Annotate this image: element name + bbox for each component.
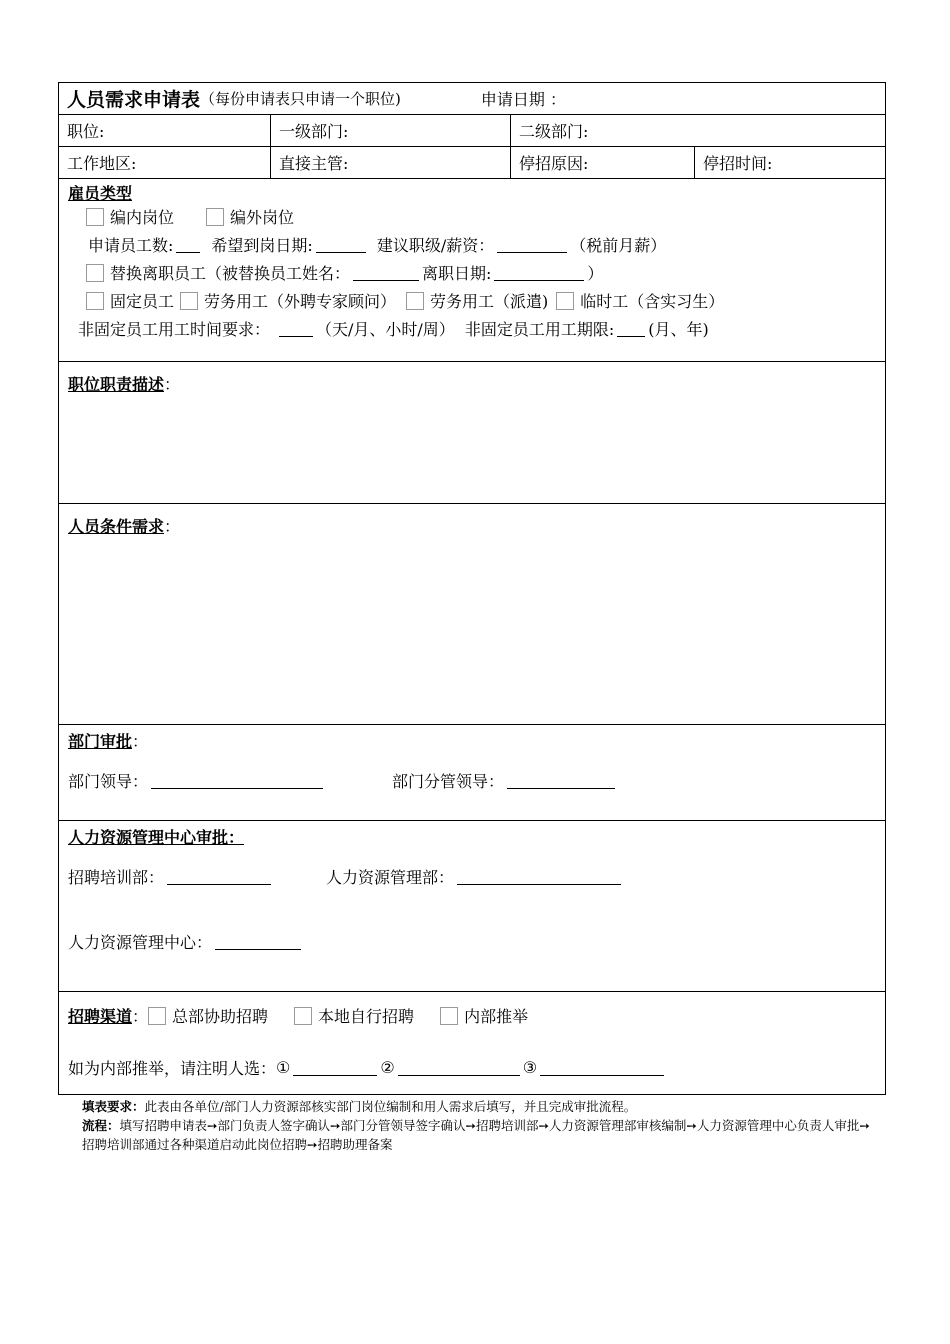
leave-date-input[interactable]	[494, 264, 584, 281]
grade-input[interactable]	[497, 236, 567, 253]
vice-leader-label: 部门分管领导：	[392, 772, 505, 791]
labor-expert-checkbox[interactable]	[180, 292, 198, 310]
position-field[interactable]	[59, 115, 271, 146]
duties-heading: 职位职责描述	[68, 375, 165, 394]
employee-type-heading: 雇员类型	[68, 184, 133, 203]
hr-approval-heading: 人力资源管理中心审批：	[68, 828, 245, 847]
requisition-form	[58, 82, 886, 1095]
position-label: 职位:	[67, 122, 105, 141]
channel-heading: 招聘渠道	[68, 1007, 133, 1026]
referral-input-1[interactable]	[293, 1059, 377, 1076]
vice-leader-signature[interactable]	[507, 772, 615, 789]
headcount-label: 申请员工数:	[88, 236, 174, 255]
hq-label: 总部协助招聘	[172, 1007, 269, 1026]
process-text: 填写招聘申请表➙部门负责人签字确认➙部门分管领导签字确认➙招聘培训部➙人力资源管理部审核编制➙人力资源管理中心负责人审批➙招聘培训部通过各种渠道启动此岗位招聘➙招聘助理备案	[82, 1118, 870, 1152]
replace-close: ）	[587, 264, 604, 283]
headcount-input[interactable]	[176, 236, 200, 253]
dept2-label: 二级部门:	[519, 122, 589, 141]
fill-requirement-text: 此表由各单位/部门人力资源部核实部门岗位编制和用人需求后填写，并且完成审批流程。	[144, 1099, 637, 1114]
referral-label: 如为内部推举，请注明人选：	[68, 1059, 277, 1078]
location-field[interactable]	[59, 147, 271, 178]
location-row	[59, 147, 885, 179]
dept1-field[interactable]	[271, 115, 511, 146]
stop-time-field[interactable]	[695, 147, 885, 178]
form-title: 人员需求申请表	[67, 89, 201, 111]
process-label: 流程：	[82, 1118, 120, 1133]
internal-checkbox[interactable]	[440, 1007, 458, 1025]
start-date-input[interactable]	[316, 236, 366, 253]
dept1-label: 一级部门:	[279, 122, 349, 141]
out-quota-checkbox[interactable]	[206, 208, 224, 226]
fixed-label: 固定员工	[110, 292, 175, 311]
supervisor-field[interactable]	[271, 147, 511, 178]
temp-checkbox[interactable]	[556, 292, 574, 310]
hr-center-label: 人力资源管理中心：	[68, 933, 213, 952]
channel-colon: ：	[132, 1007, 149, 1026]
fill-requirement	[82, 1097, 882, 1116]
requirements-heading: 人员条件需求	[68, 517, 165, 536]
title-cell	[59, 83, 885, 114]
supervisor-label: 直接主管:	[279, 154, 349, 173]
out-quota-label: 编外岗位	[230, 208, 295, 227]
in-quota-label: 编内岗位	[110, 208, 175, 227]
marker-3: ③	[522, 1058, 538, 1077]
title-row	[59, 83, 885, 115]
period-unit: (月、年)	[648, 320, 709, 339]
form-subtitle: （每份申请表只申请一个职位)	[200, 90, 401, 108]
stop-reason-label: 停招原因:	[519, 154, 589, 173]
period-label: 非固定员工用工期限:	[464, 320, 615, 339]
stop-reason-field[interactable]	[511, 147, 695, 178]
location-label: 工作地区:	[67, 154, 137, 173]
duties-colon: ：	[164, 375, 181, 394]
referral-input-3[interactable]	[540, 1059, 664, 1076]
hr-approval-section	[59, 821, 885, 992]
marker-2: ②	[380, 1058, 395, 1077]
replace-label: 替换离职员工（被替换员工姓名：	[110, 264, 351, 283]
channel-section	[59, 992, 885, 1096]
process-note	[82, 1116, 882, 1154]
form-notes	[82, 1097, 882, 1154]
recruit-dept-label: 招聘培训部：	[68, 868, 165, 887]
labor-expert-label: 劳务用工（外聘专家顾问）	[204, 292, 397, 311]
requirements-section[interactable]	[59, 504, 885, 725]
dept-leader-signature[interactable]	[151, 772, 323, 789]
employee-type-section	[59, 179, 885, 362]
internal-label: 内部推举	[464, 1007, 529, 1026]
referral-input-2[interactable]	[398, 1059, 520, 1076]
replace-checkbox[interactable]	[86, 264, 104, 282]
hr-dept-signature[interactable]	[457, 868, 621, 885]
hours-unit: （天/月、小时/周）	[316, 320, 455, 339]
start-date-label: 希望到岗日期:	[211, 236, 313, 255]
hq-checkbox[interactable]	[148, 1007, 166, 1025]
hours-label: 非固定员工用工时间要求：	[78, 320, 271, 339]
local-label: 本地自行招聘	[318, 1007, 415, 1026]
fill-requirement-label: 填表要求：	[82, 1099, 145, 1114]
in-quota-checkbox[interactable]	[86, 208, 104, 226]
requirements-colon: ：	[164, 517, 181, 536]
labor-dispatch-checkbox[interactable]	[406, 292, 424, 310]
replaced-name-input[interactable]	[353, 264, 419, 281]
leave-date-label: 离职日期:	[422, 264, 492, 283]
dept-leader-label: 部门领导：	[68, 772, 149, 791]
dept-approval-section	[59, 725, 885, 821]
apply-date-label: 申请日期 ：	[480, 90, 566, 109]
grade-note: （税前月薪）	[570, 236, 667, 255]
hr-center-signature[interactable]	[215, 933, 301, 950]
dept2-field[interactable]	[511, 115, 885, 146]
hours-input[interactable]	[279, 320, 313, 337]
duties-section[interactable]	[59, 362, 885, 504]
local-checkbox[interactable]	[294, 1007, 312, 1025]
dept-approval-colon: ：	[132, 732, 149, 751]
labor-dispatch-label: 劳务用工（派遣)	[430, 292, 549, 311]
dept-approval-heading: 部门审批	[68, 732, 133, 751]
temp-label: 临时工（含实习生）	[580, 292, 725, 311]
stop-time-label: 停招时间:	[703, 154, 773, 173]
position-row	[59, 115, 885, 147]
hr-dept-label: 人力资源管理部：	[326, 868, 455, 887]
fixed-checkbox[interactable]	[86, 292, 104, 310]
period-input[interactable]	[617, 320, 645, 337]
marker-1: ①	[276, 1058, 291, 1077]
recruit-dept-signature[interactable]	[167, 868, 271, 885]
grade-label: 建议职级/薪资：	[376, 236, 495, 255]
